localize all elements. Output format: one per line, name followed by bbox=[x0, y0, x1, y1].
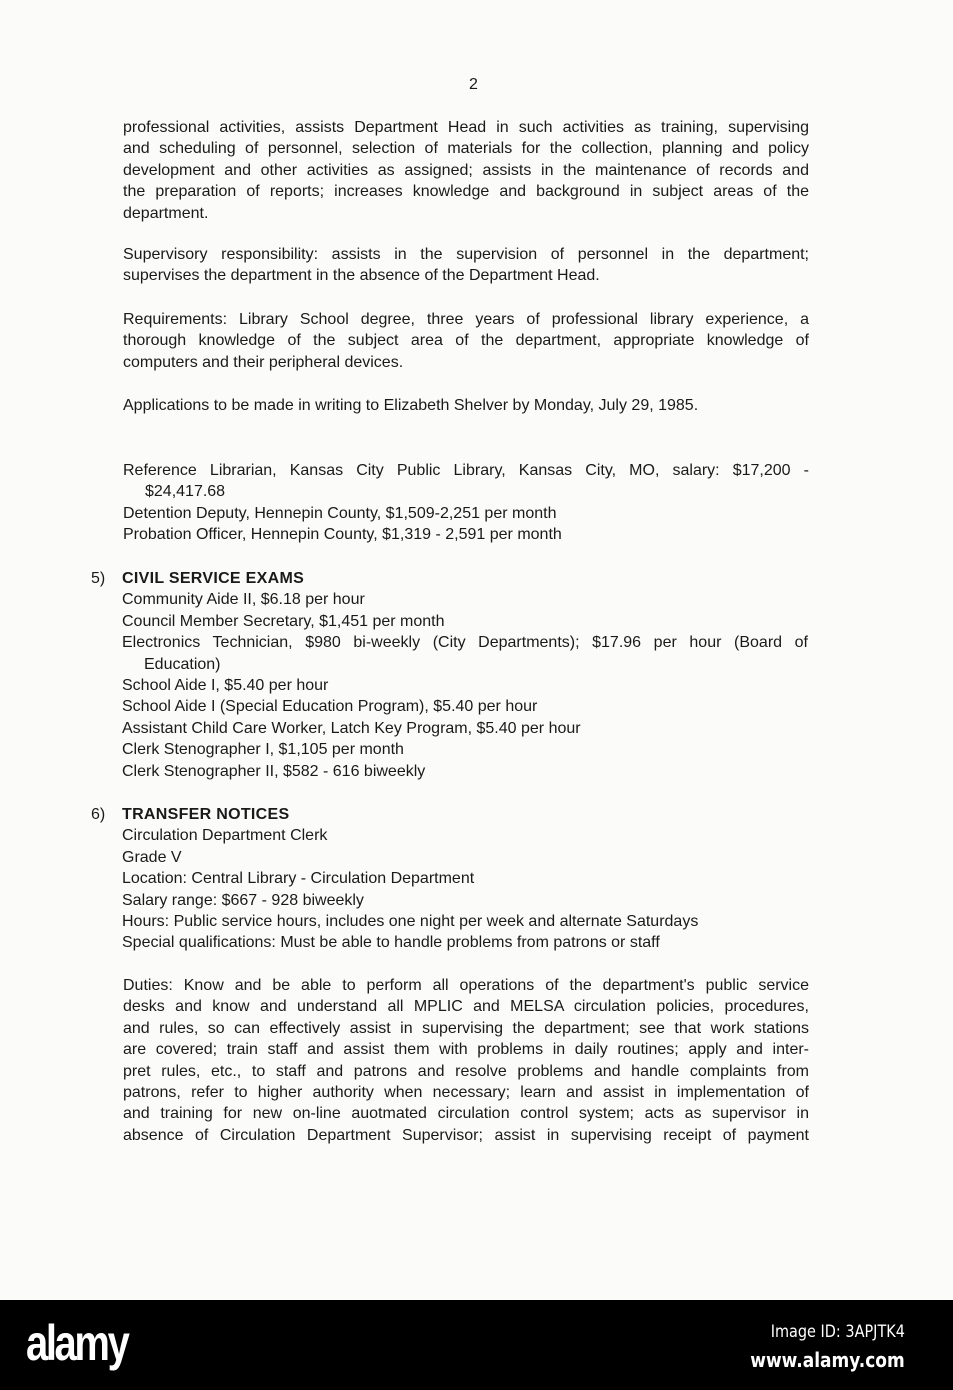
list-item: Electronics Technician, $980 bi-weekly (City Departments); $17.96 per hour (Board of bbox=[122, 634, 808, 652]
list-item: Circulation Department Clerk bbox=[122, 827, 328, 845]
text-line: computers and their peripheral devices. bbox=[123, 353, 404, 371]
text-line: absence of Circulation Department Supervisor; assist in supervising receipt of payment bbox=[123, 1126, 809, 1144]
text-line: and training for new on-line auotmated circulation control system; acts as supervisor in bbox=[123, 1105, 809, 1123]
alamy-logo: alamy bbox=[26, 1315, 128, 1371]
list-item: Assistant Child Care Worker, Latch Key Program, $5.40 per hour bbox=[122, 719, 581, 737]
watermark-footer bbox=[0, 1300, 953, 1390]
list-item: Community Aide II, $6.18 per hour bbox=[122, 591, 365, 609]
section-heading: CIVIL SERVICE EXAMS bbox=[122, 570, 305, 587]
list-item: Location: Central Library - Circulation Department bbox=[122, 870, 475, 888]
job-reference-librarian: Reference Librarian, Kansas City Public Library, Kansas City, MO, salary: $17,200 - bbox=[123, 462, 809, 479]
job-probation-officer: Probation Officer, Hennepin County, $1,319 - 2,591 per month bbox=[123, 526, 562, 544]
paragraph-duties-continued bbox=[123, 117, 809, 224]
text-line: Supervisory responsibility: assists in the supervision of personnel in the department; bbox=[123, 246, 809, 263]
list-item: Special qualifications: Must be able to handle problems from patrons or staff bbox=[122, 934, 660, 952]
section-civil-service-exams bbox=[91, 568, 811, 782]
paragraph-requirements bbox=[123, 309, 809, 373]
text-line: are covered; train staff and assist them with problems in daily routines; apply and inter- bbox=[123, 1041, 809, 1059]
job-listings bbox=[123, 460, 809, 546]
list-item: Education) bbox=[144, 655, 221, 673]
list-item: Clerk Stenographer I, $1,105 per month bbox=[122, 741, 404, 759]
website-link: www.alamy.com bbox=[750, 1348, 905, 1372]
text-line: pret rules, etc., to staff and patrons and resolve problems and handle complaints from bbox=[123, 1062, 809, 1080]
paragraph-applications bbox=[123, 395, 809, 416]
paragraph-supervisory bbox=[123, 244, 809, 287]
list-item: Council Member Secretary, $1,451 per month bbox=[122, 612, 445, 630]
text-line: Requirements: Library School degree, three years of professional library experience, a bbox=[123, 311, 809, 328]
text-line: thorough knowledge of the subject area of the department, appropriate knowledge of bbox=[123, 332, 809, 350]
text-line: desks and know and understand all MPLIC and MELSA circulation policies, procedures, bbox=[123, 998, 809, 1016]
page-number: 2 bbox=[469, 76, 478, 93]
text-line: professional activities, assists Department Head in such activities as training, supervising bbox=[123, 119, 809, 136]
text-line: the preparation of reports; increases knowledge and background in subject areas of the bbox=[123, 183, 809, 201]
list-item: Salary range: $667 - 928 biweekly bbox=[122, 891, 364, 909]
section-heading: TRANSFER NOTICES bbox=[122, 806, 290, 823]
text-line: department. bbox=[123, 204, 209, 222]
image-id: Image ID: 3APJTK4 bbox=[770, 1322, 905, 1342]
text-line: supervises the department in the absence of the Department Head. bbox=[123, 267, 600, 285]
text-line: patrons, refer to higher authority when necessary; learn and assist in implementation of bbox=[123, 1084, 809, 1102]
text-line: Applications to be made in writing to Elizabeth Shelver by Monday, July 29, 1985. bbox=[123, 397, 699, 414]
text-line: Duties: Know and be able to perform all operations of the department's public service bbox=[123, 977, 809, 994]
list-item: Clerk Stenographer II, $582 - 616 biweekly bbox=[122, 762, 426, 780]
text-line: and rules, so can effectively assist in supervising the department; see that work stations bbox=[123, 1019, 809, 1037]
list-item: School Aide I (Special Education Program), $5.40 per hour bbox=[122, 698, 538, 716]
list-item: School Aide I, $5.40 per hour bbox=[122, 677, 329, 695]
job-detention-deputy: Detention Deputy, Hennepin County, $1,509-2,251 per month bbox=[123, 504, 557, 522]
text-line: development and other activities as assigned; assists in the maintenance of records and bbox=[123, 161, 809, 179]
text-line: and scheduling of personnel, selection of materials for the collection, planning and policy bbox=[123, 140, 809, 158]
job-reference-salary: $24,417.68 bbox=[145, 483, 226, 501]
section-number: 6) bbox=[91, 806, 106, 823]
list-item: Hours: Public service hours, includes one night per week and alternate Saturdays bbox=[122, 913, 699, 931]
list-item: Grade V bbox=[122, 848, 182, 866]
paragraph-transfer-duties bbox=[123, 975, 809, 1146]
section-transfer-notices bbox=[91, 804, 811, 954]
section-number: 5) bbox=[91, 570, 106, 587]
